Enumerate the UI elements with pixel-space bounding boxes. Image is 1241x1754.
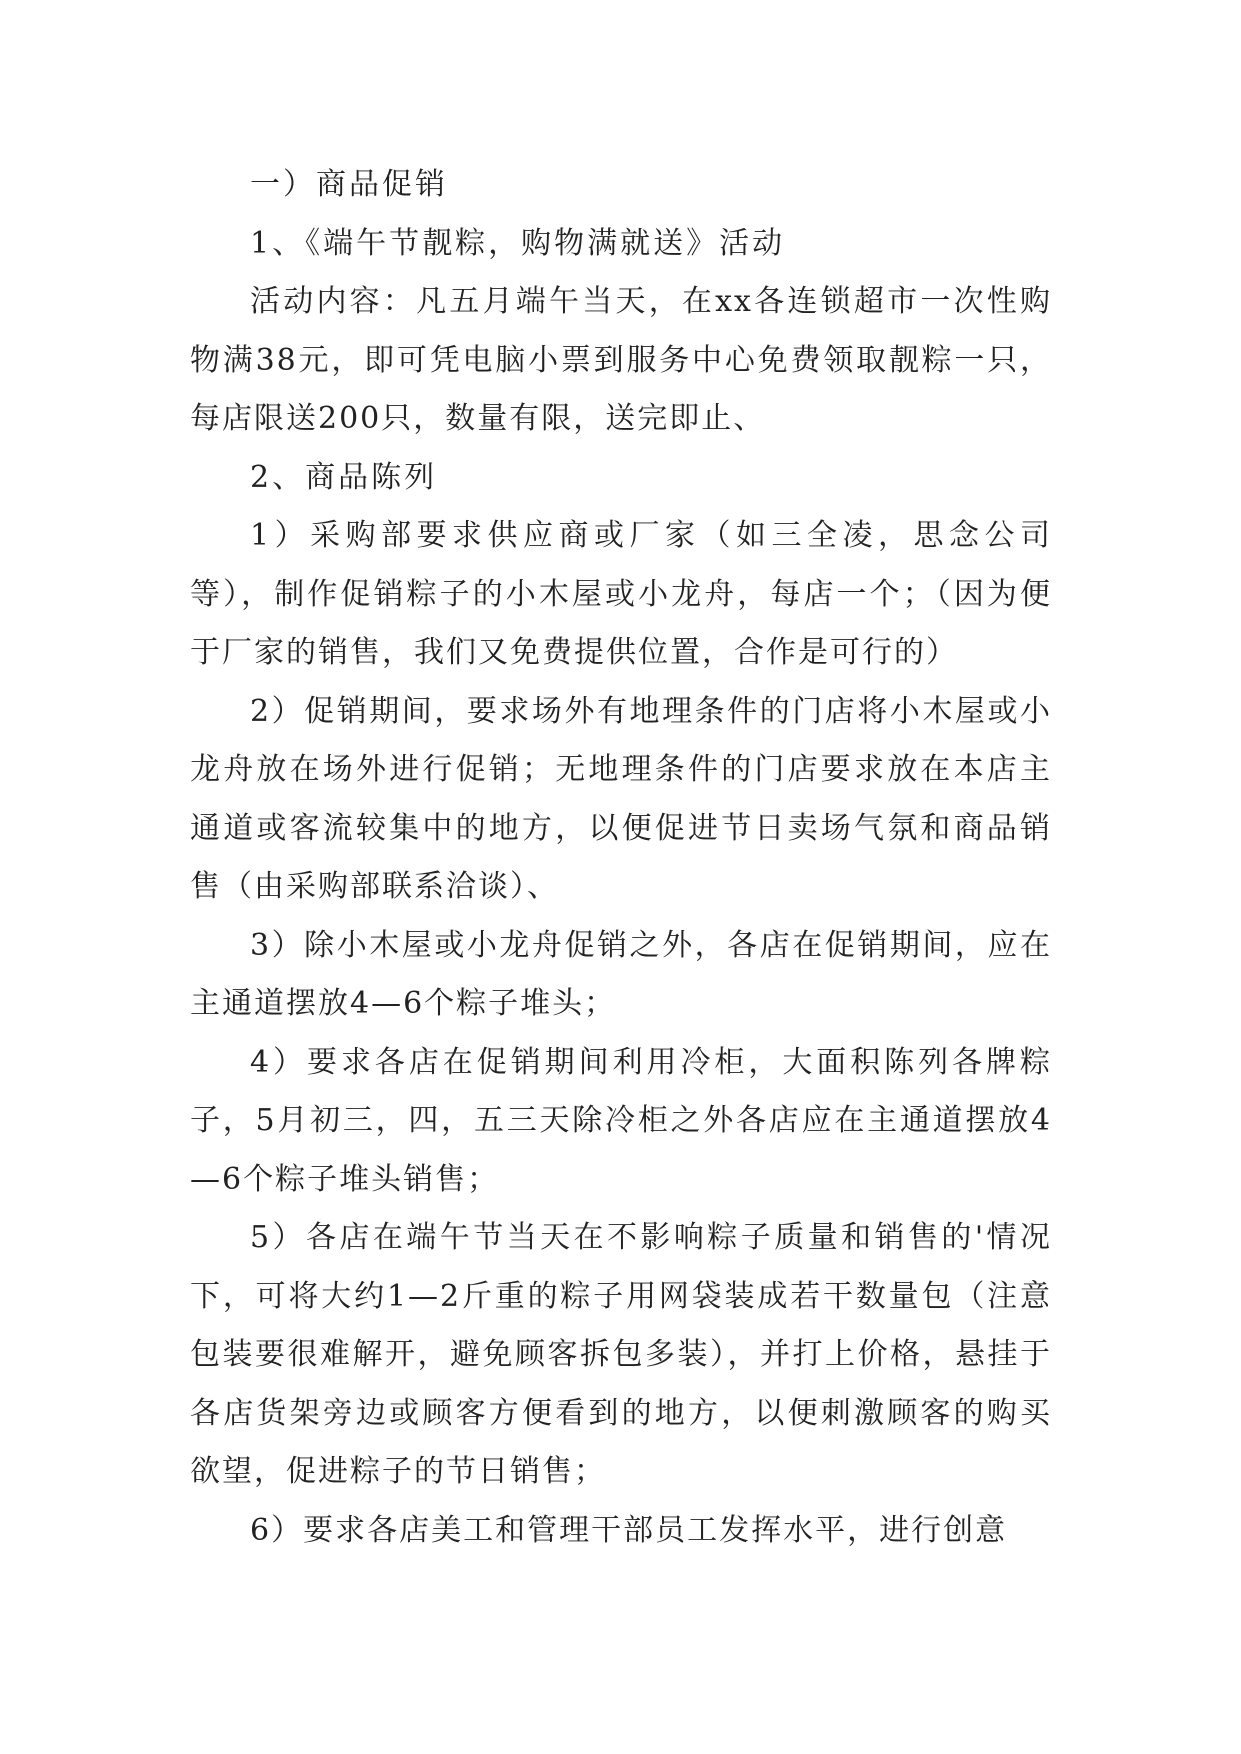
list-item-2: 2）促销期间，要求场外有地理条件的门店将小木屋或小龙舟放在场外进行促销；无地理条件的门店要求放在本店主通道或客流较集中的地方，以便促进节日卖场气氛和商品销售（由采购部联系洽谈）、 [190, 693, 1052, 904]
list-item-6: 6）要求各店美工和管理干部员工发挥水平，进行创意 [250, 1512, 1008, 1548]
list-item-4: 4）要求各店在促销期间利用冷柜，大面积陈列各牌粽子，5月初三，四，五三天除冷柜之外各店应在主通道摆放4—6个粽子堆头销售； [190, 1044, 1052, 1197]
activity-title: 1、《端午节靓粽，购物满就送》活动 [250, 225, 786, 261]
subsection-heading: 2、商品陈列 [250, 459, 438, 495]
activity-content-paragraph: 活动内容：凡五月端午当天，在xx各连锁超市一次性购物满38元，即可凭电脑小票到服务中心免费领取靓粽一只，每店限送200只，数量有限，送完即止、 [190, 284, 1052, 436]
list-item-3: 3）除小木屋或小龙舟促销之外，各店在促销期间，应在主通道摆放4—6个粽子堆头； [190, 927, 1052, 1021]
list-item-5: 5）各店在端午节当天在不影响粽子质量和销售的'情况下，可将大约1—2斤重的粽子用网袋装成若干数量包（注意包装要很难解开，避免顾客拆包多装），并打上价格，悬挂于各店货架旁边或顾客方便看到的地方，以便刺激顾客的购买欲望，促进粽子的节日销售； [190, 1220, 1052, 1489]
list-item-1: 1）采购部要求供应商或厂家（如三全凌，思念公司等），制作促销粽子的小木屋或小龙舟，每店一个；（因为便于厂家的销售，我们又免费提供位置，合作是可行的） [190, 518, 1052, 670]
section-heading: 一）商品促销 [250, 167, 448, 202]
document-body [190, 156, 1052, 1560]
